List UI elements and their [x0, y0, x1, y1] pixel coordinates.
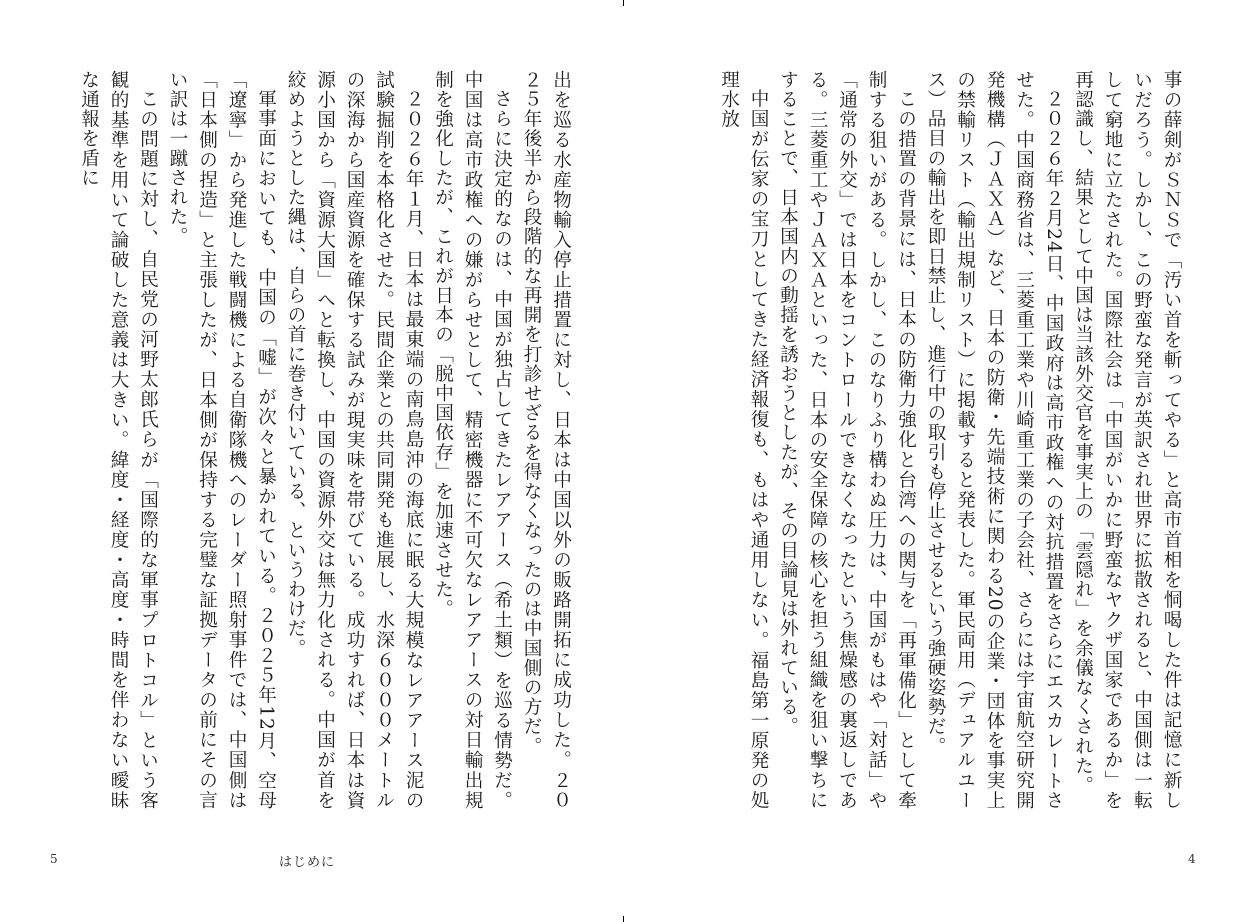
page-left-paragraph-3: ２０２６年１月、日本は最東端の南鳥島沖の海底に眠る大規模なレアアース泥の試験掘削を本格化させた。民間企業との共同開発も進展し、水深６０００メートルの深海から国産資源を確保する試みが現実味を帯びている。成功すれば、日本は資源小国から「資源大国」へと転換し、中国の資源外交は無力化される。中国が首を絞めようとした縄は、自らの首に巻き付いている、というわけだ。	[285, 70, 424, 810]
page-left-body	[74, 70, 572, 810]
page-right-paragraph-3: この措置の背景には、日本の防衛力強化と台湾への関与を「再軍備化」として牽制する狙いがある。しかし、このなりふり構わぬ圧力は、中国がもはや「対話」や「通常の外交」では日本をコントロールできなくなったという焦燥感の裏返しである。三菱重工やＪＡＸＡといった、日本の安全保障の核心を担う組織を狙い撃ちにすることで、日本国内の動揺を誘おうとしたが、その目論見は外れている。	[777, 70, 917, 810]
page-left-paragraph-4: 軍事面においても、中国の「嘘」が次々と暴かれている。２０２５年12月、空母「遼寧」から発進した戦闘機による自衛隊機へのレーダー照射事件では、中国側は「日本側の捏造」と主張したが、日本側が保持する完璧な証拠データの前にその言い訳は一蹴された。	[167, 70, 277, 810]
page-left-paragraph-1: 出を巡る水産物輸入停止措置に対し、日本は中国以外の販路開拓に成功した。２０２５年後半から段階的な再開を打診せざるを得なくなったのは中国側の方だ。	[521, 70, 572, 810]
page-right-body	[714, 70, 1182, 810]
page-right-text	[714, 70, 1186, 810]
page-number-left: 5	[50, 852, 58, 866]
running-head: はじめに	[279, 855, 336, 870]
page-left-paragraph-2: さらに決定的なのは、中国が独占してきたレアアース（希土類）を巡る情勢だ。中国は高市政権への嫌がらせとして、精密機器に不可欠なレアアースの対日輸出規制を強化したが、これが日本の「脱中国依存」を加速させた。	[432, 70, 513, 810]
page-left-text	[74, 70, 576, 810]
page-number-right: 4	[1188, 852, 1196, 866]
page-left-paragraph-5: この問題に対し、自民党の河野太郎氏らが「国際的な軍事プロトコル」という客観的基準を用いて論破した意義は大きい。緯度・経度・高度・時間を伴わない曖昧な通報を盾に	[78, 70, 159, 810]
page-right-paragraph-2: ２０２６年２月24日、中国政府は高市政権への対抗措置をさらにエスカレートさせた。中国商務省は、三菱重工業や川崎重工業の子会社、さらには宇宙航空研究開発機構（ＪＡＸＡ）など、日本の防衛・先端技術に関わる20の企業・団体を事実上の禁輸リスト（輸出規制リスト）に掲載すると発表した。軍民両用（デュアルユース）品目の輸出を即日禁止し、進行中の取引も停止させるという強硬姿勢だ。	[925, 70, 1064, 810]
page-right-paragraph-1: 事の薛剣がＳＮＳで「汚い首を斬ってやる」と高市首相を恫喝した件は記憶に新しいだろう。しかし、この野蛮な発言が英訳され世界に拡散されると、中国側は一転して窮地に立たされた。国際社会は「中国がいかに野蛮なヤクザ国家であるか」を再認識し、結果として中国は当該外交官を事実上の「雲隠れ」を余儀なくされた。	[1072, 70, 1182, 810]
page-right-paragraph-4: 中国が伝家の宝刀としてきた経済報復も、もはや通用しない。福島第一原発の処理水放	[718, 70, 769, 810]
crop-mark-top	[623, 0, 624, 6]
crop-mark-bottom	[623, 916, 624, 922]
